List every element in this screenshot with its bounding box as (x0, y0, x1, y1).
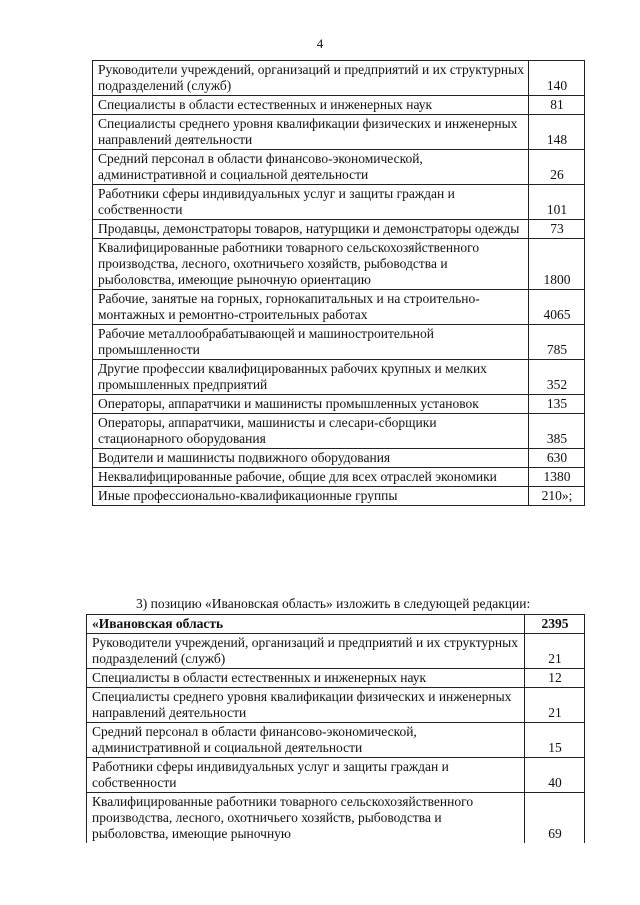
row-label: Средний персонал в области финансово-экономической, административной и социальной деятельности (87, 723, 525, 758)
row-label: Квалифицированные работники товарного сельскохозяйственного производства, лесного, охотничьего хозяйств, рыбоводства и рыболовства, имеющие рыночную ориентацию (93, 239, 529, 290)
row-label: Средний персонал в области финансово-экономической, административной и социальной деятельности (93, 150, 529, 185)
row-label: Неквалифицированные рабочие, общие для всех отраслей экономики (93, 468, 529, 487)
row-value: 135 (529, 395, 585, 414)
row-value: 630 (529, 449, 585, 468)
row-value: 73 (529, 220, 585, 239)
row-value: 26 (529, 150, 585, 185)
table-row (93, 115, 585, 150)
table-row (87, 669, 585, 688)
table-row (93, 185, 585, 220)
row-value: 15 (525, 723, 585, 758)
row-value: 21 (525, 634, 585, 669)
table-row (93, 414, 585, 449)
row-value: 385 (529, 414, 585, 449)
row-label: Специалисты в области естественных и инженерных наук (93, 96, 529, 115)
row-value: 101 (529, 185, 585, 220)
row-value: 4065 (529, 290, 585, 325)
table-row (93, 220, 585, 239)
row-label: Операторы, аппаратчики и машинисты промышленных установок (93, 395, 529, 414)
row-value: 81 (529, 96, 585, 115)
row-label: Руководители учреждений, организаций и предприятий и их структурных подразделений (служб) (93, 61, 529, 96)
ivanovo-region-table (86, 614, 585, 843)
row-value: 40 (525, 758, 585, 793)
table-row (93, 96, 585, 115)
row-label: Квалифицированные работники товарного сельскохозяйственного производства, лесного, охотничьего хозяйств, рыбоводства и рыболовства, имеющие рыночную (87, 793, 525, 844)
page-number: 4 (316, 36, 324, 51)
row-value: 69 (525, 793, 585, 844)
region-header-row (87, 615, 585, 634)
row-label: Работники сферы индивидуальных услуг и защиты граждан и собственности (87, 758, 525, 793)
row-value: 21 (525, 688, 585, 723)
table-row (93, 61, 585, 96)
table-row (93, 150, 585, 185)
region-name: «Ивановская область (87, 615, 525, 634)
row-label: Иные профессионально-квалификационные группы (93, 487, 529, 506)
amendment-instruction: 3) позицию «Ивановская область» изложить в следующей редакции: (136, 596, 531, 611)
row-value: 148 (529, 115, 585, 150)
table-row (93, 360, 585, 395)
row-value: 1800 (529, 239, 585, 290)
row-value: 140 (529, 61, 585, 96)
row-label: Продавцы, демонстраторы товаров, натурщики и демонстраторы одежды (93, 220, 529, 239)
row-label: Рабочие металлообрабатывающей и машиностроительной промышленности (93, 325, 529, 360)
table-row (93, 290, 585, 325)
row-label: Специалисты среднего уровня квалификации физических и инженерных направлений деятельности (93, 115, 529, 150)
row-label: Водители и машинисты подвижного оборудования (93, 449, 529, 468)
row-label: Операторы, аппаратчики, машинисты и слесари-сборщики стационарного оборудования (93, 414, 529, 449)
row-label: Специалисты среднего уровня квалификации физических и инженерных направлений деятельности (87, 688, 525, 723)
table-row (87, 688, 585, 723)
table-row (93, 449, 585, 468)
table-row (87, 793, 585, 844)
row-label: Рабочие, занятые на горных, горнокапитальных и на строительно-монтажных и ремонтно-строительных работах (93, 290, 529, 325)
table-row (93, 239, 585, 290)
row-value: 785 (529, 325, 585, 360)
row-value: 352 (529, 360, 585, 395)
row-value: 210»; (529, 487, 585, 506)
row-label: Другие профессии квалифицированных рабочих крупных и мелких промышленных предприятий (93, 360, 529, 395)
table-row (87, 634, 585, 669)
row-label: Руководители учреждений, организаций и предприятий и их структурных подразделений (служб) (87, 634, 525, 669)
region-total: 2395 (525, 615, 585, 634)
occupation-table-continued (92, 60, 585, 506)
table-row (87, 758, 585, 793)
row-value: 12 (525, 669, 585, 688)
table-row (93, 468, 585, 487)
table-row (93, 395, 585, 414)
row-label: Работники сферы индивидуальных услуг и защиты граждан и собственности (93, 185, 529, 220)
table-row (87, 723, 585, 758)
table-row (93, 487, 585, 506)
row-label: Специалисты в области естественных и инженерных наук (87, 669, 525, 688)
row-value: 1380 (529, 468, 585, 487)
table-row (93, 325, 585, 360)
